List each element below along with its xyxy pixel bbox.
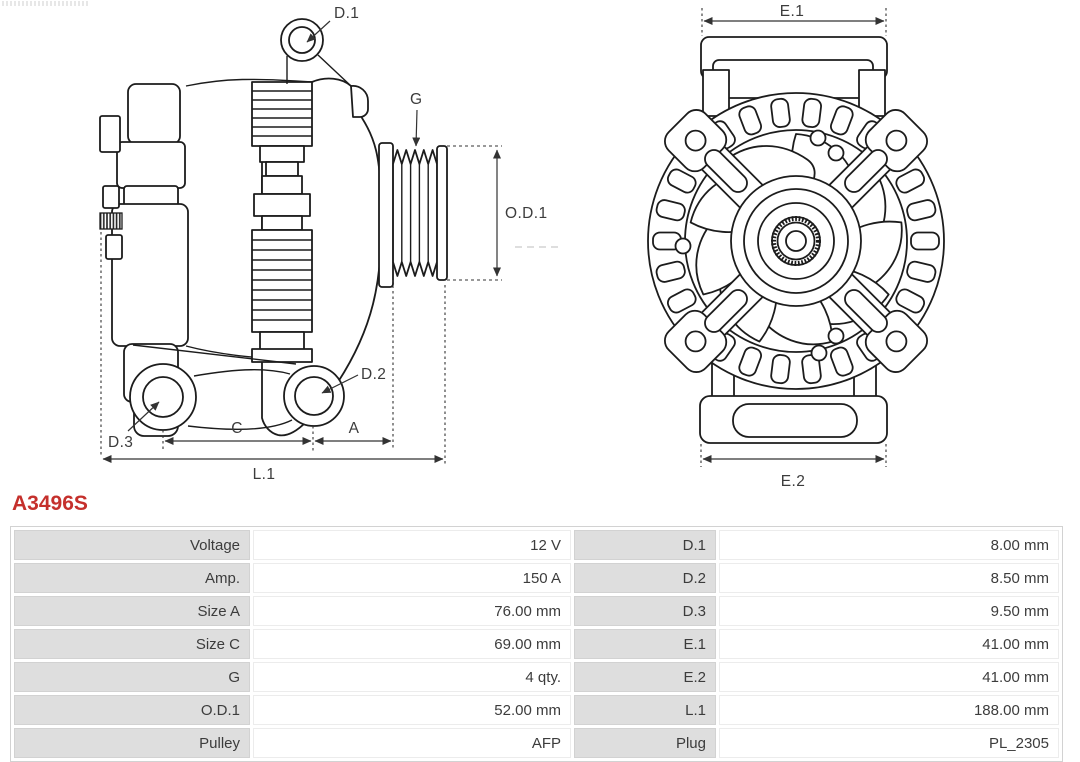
spec-value: 9.50 mm xyxy=(719,596,1059,626)
terminal-stud xyxy=(100,213,122,229)
spec-label: Size C xyxy=(14,629,250,659)
spec-value: 4 qty. xyxy=(253,662,571,692)
hub xyxy=(731,176,861,306)
alternator-front-view xyxy=(648,3,944,490)
body-ring xyxy=(648,93,944,389)
spec-label: L.1 xyxy=(574,695,716,725)
spec-label: Amp. xyxy=(14,563,250,593)
dim-label-g: G xyxy=(410,91,423,108)
dim-label-a: A xyxy=(348,420,360,437)
bottom-foot xyxy=(700,396,887,443)
spec-table xyxy=(10,526,1063,762)
dim-label-od1: O.D.1 xyxy=(505,205,548,222)
spec-label: E.2 xyxy=(574,662,716,692)
spec-value: 12 V xyxy=(253,530,571,560)
spec-label: Pulley xyxy=(14,728,250,758)
spec-label: G xyxy=(14,662,250,692)
part-number: A3496S xyxy=(12,492,88,515)
spec-value: 8.50 mm xyxy=(719,563,1059,593)
dim-label-d2: D.2 xyxy=(361,366,387,383)
spec-label: O.D.1 xyxy=(14,695,250,725)
spec-value: 8.00 mm xyxy=(719,530,1059,560)
dim-label-d3: D.3 xyxy=(108,434,134,451)
spec-label: Size A xyxy=(14,596,250,626)
spec-value: PL_2305 xyxy=(719,728,1059,758)
dim-label-d1: D.1 xyxy=(334,5,360,22)
spec-label: D.1 xyxy=(574,530,716,560)
spec-label: Voltage xyxy=(14,530,250,560)
alternator-side-view xyxy=(100,5,562,483)
spec-value: 69.00 mm xyxy=(253,629,571,659)
dim-label-l1: L.1 xyxy=(252,466,276,483)
spec-value: 41.00 mm xyxy=(719,629,1059,659)
spec-value: 76.00 mm xyxy=(253,596,571,626)
spec-label: D.2 xyxy=(574,563,716,593)
spec-label: E.1 xyxy=(574,629,716,659)
spec-value: 188.00 mm xyxy=(719,695,1059,725)
dim-label-c: C xyxy=(231,420,243,437)
pulley xyxy=(379,143,447,287)
dim-label-e2: E.2 xyxy=(780,473,806,490)
spec-value: 52.00 mm xyxy=(253,695,571,725)
spec-value: 150 A xyxy=(253,563,571,593)
dim-label-e1: E.1 xyxy=(779,3,805,20)
spec-label: Plug xyxy=(574,728,716,758)
spec-label: D.3 xyxy=(574,596,716,626)
spec-value: 41.00 mm xyxy=(719,662,1059,692)
spec-value: AFP xyxy=(253,728,571,758)
